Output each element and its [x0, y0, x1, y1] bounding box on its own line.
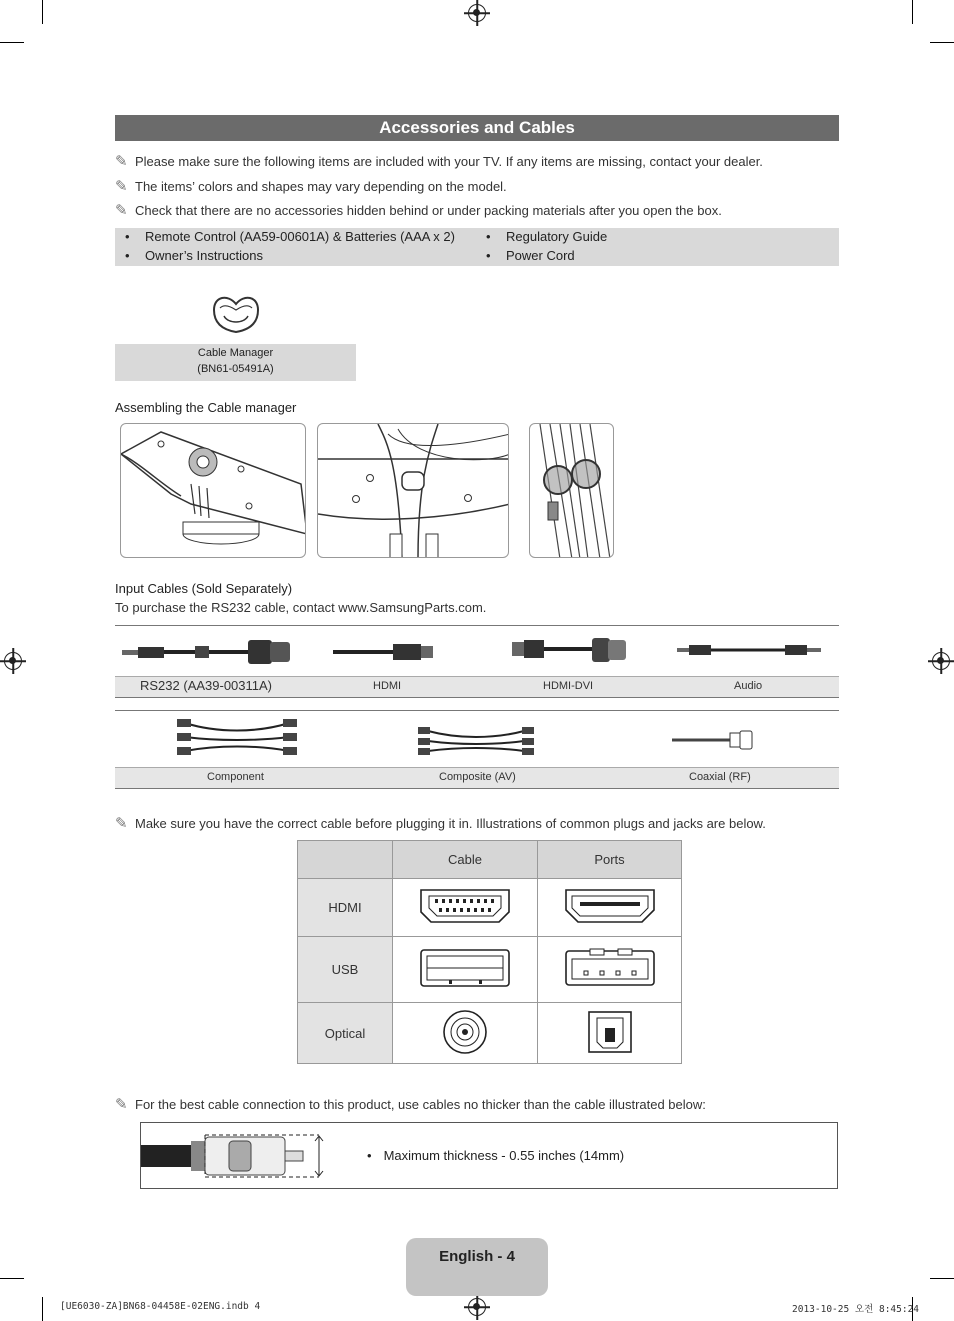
cable-label-audio: Audio — [734, 680, 763, 692]
row-label-usb: USB — [298, 937, 393, 1003]
assembly-illustration — [121, 424, 306, 558]
list-item: • Remote Control (AA59-00601A) & Batteries (AAA x 2) — [145, 229, 455, 244]
crop-mark — [0, 1278, 24, 1279]
coaxial-cable-icon — [672, 729, 754, 751]
crop-mark — [930, 1278, 954, 1279]
row-label-optical: Optical — [298, 1003, 393, 1064]
registration-mark-icon — [932, 652, 950, 670]
note-text: Please make sure the following items are included with your TV. If any items are missing, contact your dealer. — [135, 154, 763, 169]
cable-label-component: Component — [207, 771, 264, 783]
component-cable-icon — [177, 715, 297, 761]
note-item — [115, 1095, 706, 1113]
crop-mark — [42, 0, 43, 24]
input-cables-subtext: To purchase the RS232 cable, contact www.SamsungParts.com. — [115, 600, 487, 615]
note-item — [115, 177, 507, 195]
cable-label-coaxial: Coaxial (RF) — [689, 771, 751, 783]
footer-file-info: [UE6030-ZA]BN68-04458E-02ENG.indb 4 — [60, 1301, 261, 1312]
cable-label-hdmi-dvi: HDMI-DVI — [543, 680, 594, 692]
table-header-ports: Ports — [538, 841, 682, 879]
assembling-heading: Assembling the Cable manager — [115, 400, 297, 415]
cable-row-1 — [115, 625, 839, 698]
hdmi-port-icon — [538, 879, 682, 937]
cable-manager-code: (BN61-05491A) — [197, 363, 274, 375]
table-row — [298, 1003, 682, 1064]
cable-label-hdmi: HDMI — [373, 680, 402, 692]
note-text: For the best cable connection to this product, use cables no thicker than the cable illustrated below: — [135, 1097, 706, 1112]
thickness-text: Maximum thickness - 0.55 inches (14mm) — [383, 1148, 625, 1163]
cable-manager-name: Cable Manager — [197, 347, 274, 359]
note-item — [115, 814, 766, 832]
assembly-step-3 — [529, 423, 614, 558]
assembly-illustration — [318, 424, 509, 558]
note-text: Check that there are no accessories hidden behind or under packing materials after you open the box. — [135, 203, 722, 218]
crop-mark — [930, 42, 954, 43]
cable-manager-label — [115, 344, 356, 381]
hdmi-cable-plug-icon — [393, 879, 538, 937]
cable-manager-illustration — [210, 294, 262, 340]
table-row — [298, 937, 682, 1003]
list-item: • Owner’s Instructions — [145, 248, 263, 263]
plugs-jacks-table — [297, 840, 682, 1064]
section-title: Accessories and Cables — [115, 115, 839, 141]
optical-port-icon — [538, 1003, 682, 1064]
footer-timestamp: 2013-10-25 오전 8:45:24 — [792, 1304, 920, 1315]
note-item — [115, 201, 722, 219]
note-text: The items’ colors and shapes may vary depending on the model. — [135, 179, 507, 194]
usb-cable-plug-icon — [393, 937, 538, 1003]
registration-mark-icon — [468, 1298, 486, 1316]
table-header-cell — [298, 841, 393, 879]
row-label-hdmi: HDMI — [298, 879, 393, 937]
note-pencil-icon: ✎ — [115, 178, 128, 195]
cable-label-composite: Composite (AV) — [439, 771, 516, 783]
cable-label-bar — [115, 676, 839, 697]
assembly-step-1 — [120, 423, 306, 558]
list-item: • Regulatory Guide — [506, 229, 607, 244]
usb-port-icon — [538, 937, 682, 1003]
table-row — [298, 879, 682, 937]
optical-cable-plug-icon — [393, 1003, 538, 1064]
note-pencil-icon: ✎ — [115, 202, 128, 219]
list-item: • Power Cord — [506, 248, 575, 263]
thickness-bullet: • Maximum thickness - 0.55 inches (14mm) — [367, 1148, 625, 1163]
registration-mark-icon — [4, 652, 22, 670]
note-text: Make sure you have the correct cable before plugging it in. Illustrations of common plugs and jacks are below. — [135, 816, 766, 831]
included-items-list — [115, 228, 839, 266]
cable-thickness-illustration — [141, 1133, 331, 1179]
note-pencil-icon: ✎ — [115, 1096, 128, 1113]
assembly-step-2 — [317, 423, 509, 558]
hdmi-cable-icon — [333, 638, 433, 666]
crop-mark — [912, 0, 913, 24]
cable-label-rs232: RS232 (AA39-00311A) — [140, 678, 273, 693]
crop-mark — [42, 1297, 43, 1321]
input-cables-heading: Input Cables (Sold Separately) — [115, 581, 293, 596]
note-item — [115, 152, 763, 170]
cable-thickness-box — [140, 1122, 838, 1189]
composite-cable-icon — [418, 723, 534, 757]
cable-row-2 — [115, 710, 839, 789]
audio-cable-icon — [675, 640, 825, 660]
note-pencil-icon: ✎ — [115, 815, 128, 832]
page-number: English - 4 — [406, 1238, 548, 1296]
assembly-illustration — [530, 424, 614, 558]
rs232-cable-icon — [120, 634, 300, 670]
cable-label-bar — [115, 767, 839, 788]
hdmi-dvi-cable-icon — [510, 634, 628, 670]
registration-mark-icon — [468, 4, 486, 22]
crop-mark — [0, 42, 24, 43]
table-header-cable: Cable — [393, 841, 538, 879]
note-pencil-icon: ✎ — [115, 153, 128, 170]
